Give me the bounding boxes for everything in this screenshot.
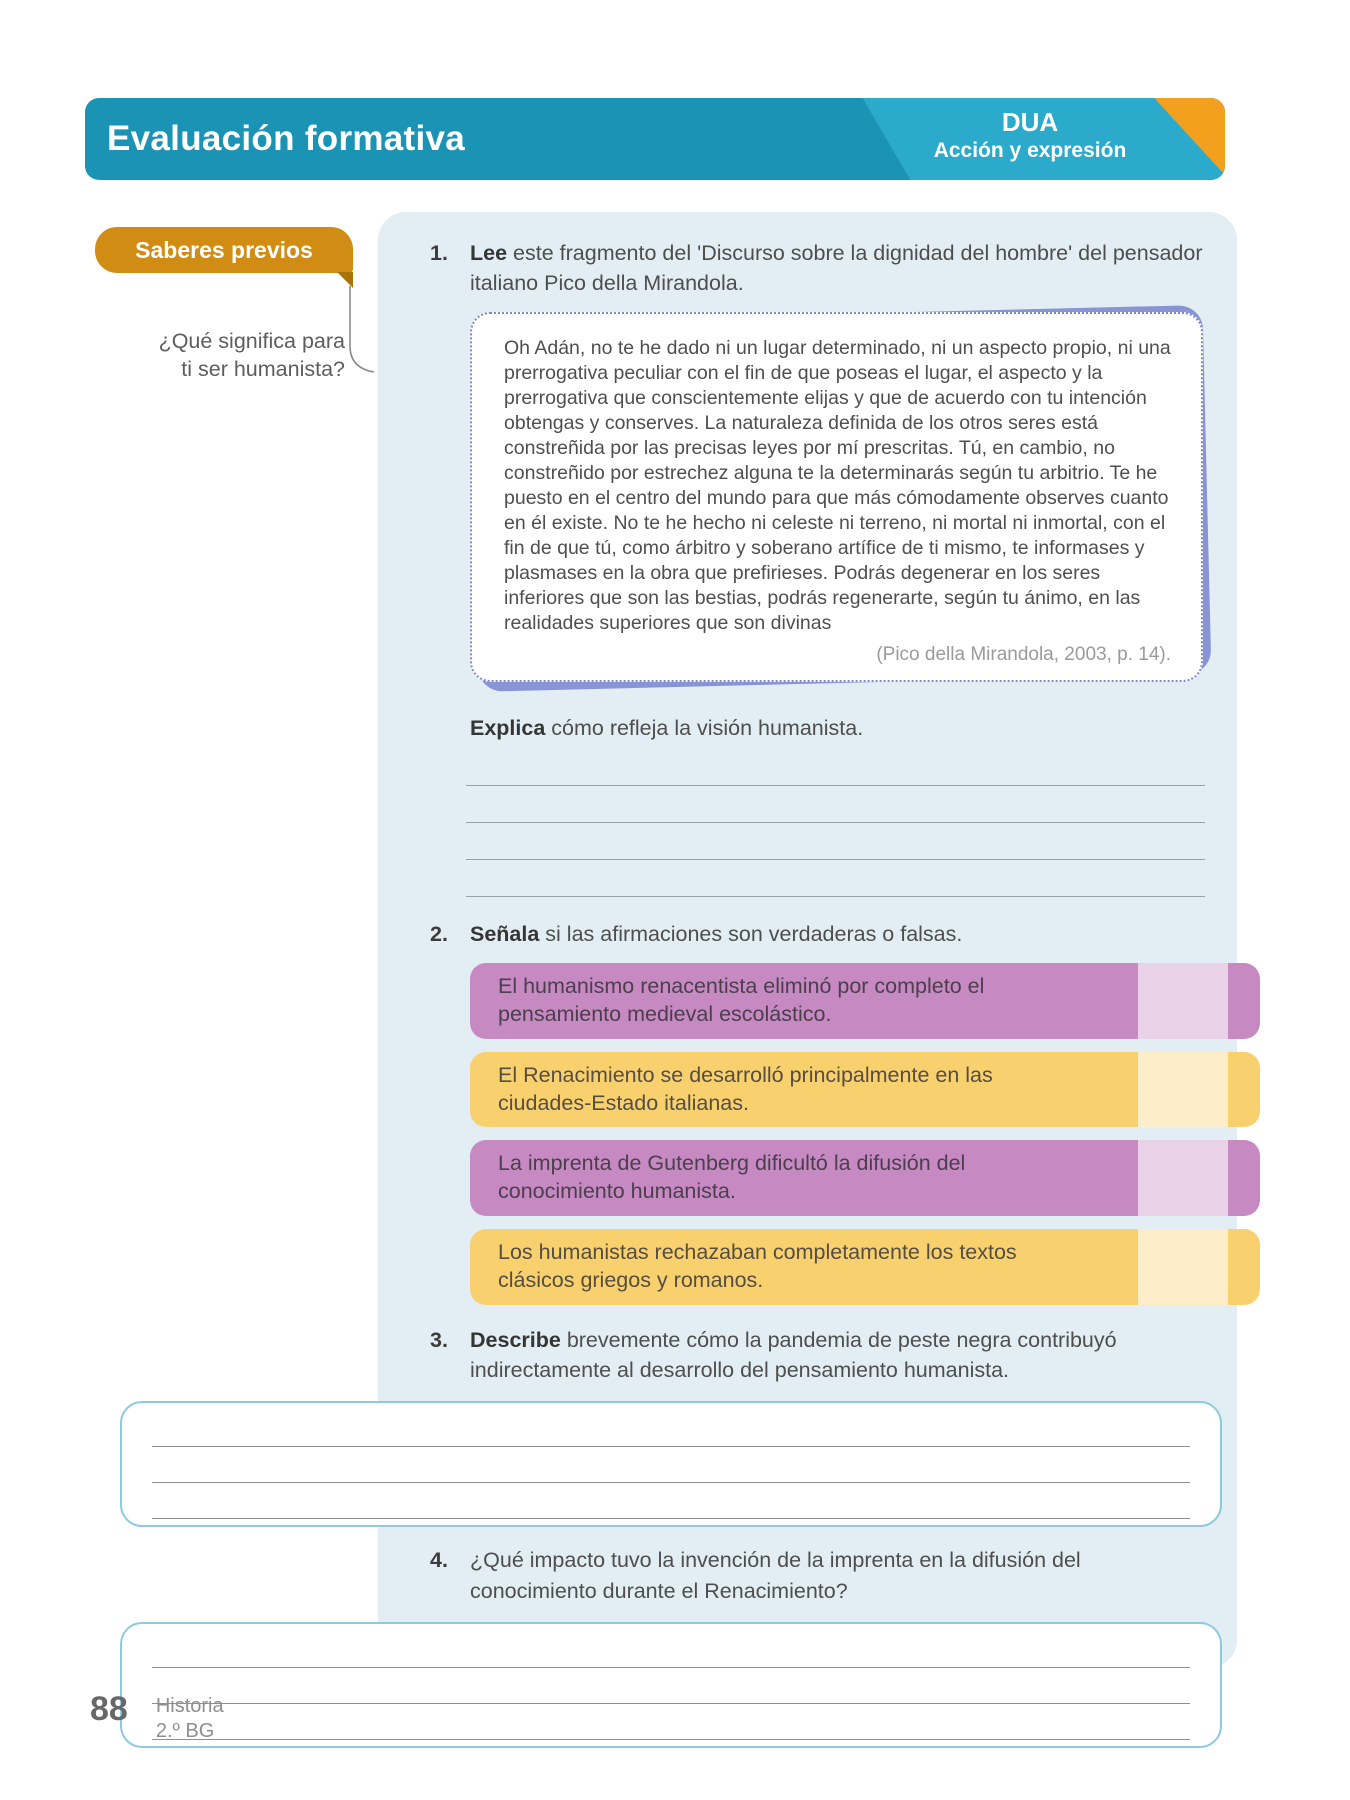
answer-line[interactable] — [466, 860, 1205, 897]
sidebar-question-line2: ti ser humanista? — [181, 356, 345, 381]
answer-line[interactable] — [152, 1704, 1190, 1740]
question-1 — [430, 238, 1205, 298]
answer-line[interactable] — [152, 1483, 1190, 1519]
answer-line[interactable] — [152, 1668, 1190, 1704]
question-2 — [430, 919, 1205, 949]
question-2-text: Señala si las afirmaciones son verdaderas o falsas. — [470, 921, 963, 946]
page-number: 88 — [90, 1690, 128, 1728]
answer-line[interactable] — [466, 786, 1205, 823]
quote-box-wrapper — [470, 312, 1203, 681]
true-false-answer-strip[interactable] — [1138, 963, 1228, 1039]
question-1-subtask-lead: Explica — [470, 715, 546, 740]
question-3-text: Describe brevemente cómo la pandemia de peste negra contribuyó indirectamente al desarrollo del pensamiento humanista. — [470, 1328, 1117, 1383]
page-footer — [90, 1692, 224, 1744]
answer-line[interactable] — [466, 823, 1205, 860]
quote-citation: (Pico della Mirandola, 2003, p. 14). — [876, 643, 1171, 665]
page-title: Evaluación formativa — [107, 119, 466, 158]
dua-sublabel: Acción y expresión — [933, 138, 1127, 162]
question-3-number: 3. — [430, 1328, 448, 1353]
true-false-answer-strip[interactable] — [1138, 1140, 1228, 1216]
question-3-answer-box — [120, 1401, 1222, 1527]
dua-label-block — [915, 108, 1145, 164]
footer-subject-block — [156, 1694, 224, 1744]
question-4-number: 4. — [430, 1548, 448, 1573]
true-false-answer-strip[interactable] — [1138, 1229, 1228, 1305]
question-1-number: 1. — [430, 241, 448, 265]
statement-row — [470, 963, 1260, 1039]
question-4-text: ¿Qué impacto tuvo la invención de la imprenta en la difusión del conocimiento durante el Renacimiento? — [470, 1548, 1081, 1603]
dua-label: DUA — [1001, 107, 1059, 137]
question-4 — [430, 1545, 1205, 1605]
question-2-number: 2. — [430, 921, 448, 946]
statement-text: El humanismo renacentista eliminó por completo el pensamiento medieval escolástico. — [498, 973, 985, 1026]
question-2-lead: Señala — [470, 921, 540, 946]
true-false-answer-strip[interactable] — [1138, 1052, 1228, 1128]
statement-text: El Renacimiento se desarrolló principalmente en las ciudades-Estado italianas. — [498, 1062, 993, 1115]
statement-row — [470, 1229, 1260, 1305]
quote-box — [470, 312, 1203, 681]
question-1-subtask: Explica cómo refleja la visión humanista. — [470, 715, 864, 740]
question-3-lead: Describe — [470, 1328, 561, 1353]
question-1-text: Lee este fragmento del 'Discurso sobre la dignidad del hombre' del pensador italiano Pico della Mirandola. — [470, 241, 1203, 296]
true-false-statements — [470, 963, 1260, 1306]
answer-line[interactable] — [152, 1447, 1190, 1483]
header-bar — [85, 98, 1225, 180]
statement-text: La imprenta de Gutenberg dificultó la difusión del conocimiento humanista. — [498, 1151, 966, 1204]
statement-text: Los humanistas rechazaban completamente los textos clásicos griegos y romanos. — [498, 1240, 1017, 1293]
sidebar-question — [75, 328, 345, 384]
statement-row — [470, 1052, 1260, 1128]
question-1-answer-area — [466, 749, 1205, 897]
answer-line[interactable] — [152, 1632, 1190, 1668]
question-4-answer-box — [120, 1622, 1222, 1748]
saberes-previos-badge: Saberes previos — [95, 227, 353, 273]
content-panel — [378, 212, 1237, 1668]
footer-subject: Historia — [155, 1695, 224, 1717]
question-1-lead: Lee — [470, 241, 508, 265]
statement-row — [470, 1140, 1260, 1216]
answer-line[interactable] — [466, 749, 1205, 786]
footer-grade: 2.º BG — [155, 1720, 215, 1742]
quote-text: Oh Adán, no te he dado ni un lugar determinado, ni un aspecto propio, ni una prerrogativa peculiar con el fin de que poseas el lugar, el aspecto y la prerrogativa que conscientemente elijas y que de acuerdo con tu intención obtengas y conserves. La naturaleza definida de los otros seres está constreñida por las precisas leyes por mí prescritas. Tú, en cambio, no constreñido por estrechez alguna te la determinarás según tu arbitrio. Te he puesto en el centro del mundo para que más cómodamente observes cuanto en él existe. No te he hecho ni celeste ni terreno, ni mortal ni inmortal, con el fin de que tú, como árbitro y soberano artífice de ti mismo, te informases y plasmases en la obra que prefirieses. Podrás degenerar en los seres inferiores que son las bestias, podrás regenerarte, según tu ánimo, en las realidades superiores que son divinas — [504, 337, 1171, 634]
question-3 — [430, 1325, 1205, 1385]
answer-line[interactable] — [152, 1411, 1190, 1447]
sidebar-question-line1: ¿Qué significa para — [158, 329, 345, 353]
